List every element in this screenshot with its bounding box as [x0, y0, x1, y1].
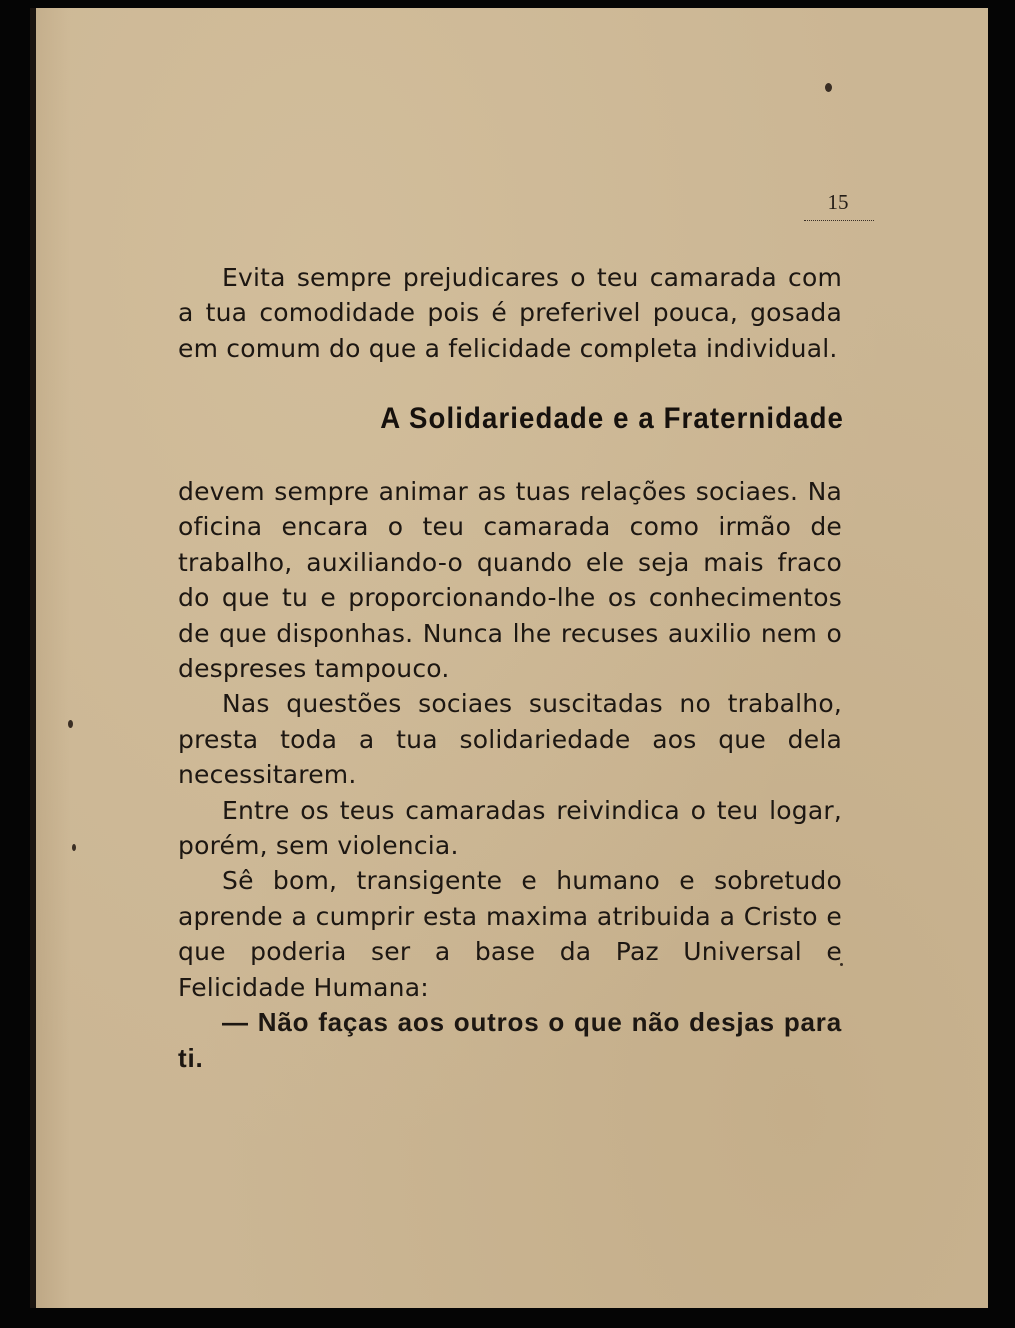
body-paragraph: Sê bom, transigente e humano e sobretudo aprende a cumprir esta maxima atribuida a Cristo e que poderia ser a base da Paz Universal e Felicidade Humana:: [178, 866, 842, 1002]
ink-speck: [68, 720, 73, 728]
body-paragraph: Nas questões sociaes suscitadas no trabalho, presta toda a tua solidariedade aos que dela necessitarem.: [178, 689, 842, 790]
page-number: 15: [827, 190, 849, 214]
intro-block: [178, 260, 842, 366]
page-gutter: [30, 8, 36, 1308]
intro-paragraph: Evita sempre prejudicares o teu camarada com a tua comodidade pois é preferivel pouca, gosada em comum do que a felicidade completa individual.: [178, 263, 842, 363]
ink-speck: [72, 844, 76, 851]
ink-speck: [825, 83, 832, 92]
body-block: [178, 474, 842, 1076]
section-heading: A Solidariedade e a Fraternidade: [380, 402, 844, 435]
maxim-quote: — Não faças aos outros o que não desjas para ti.: [178, 1007, 842, 1073]
page-number-rule: [804, 220, 874, 221]
book-page: [30, 8, 988, 1308]
body-paragraph: Entre os teus camaradas reivindica o teu logar, porém, sem violencia.: [178, 795, 842, 861]
body-paragraph: devem sempre animar as tuas relações sociaes. Na oficina encara o teu camarada como irmão de trabalho, auxiliando-o quando ele seja mais fraco do que tu e proporcionando-lhe os conhecimentos de que disponhas. Nunca lhe recuses auxilio nem o despreses tampouco.: [178, 477, 842, 684]
